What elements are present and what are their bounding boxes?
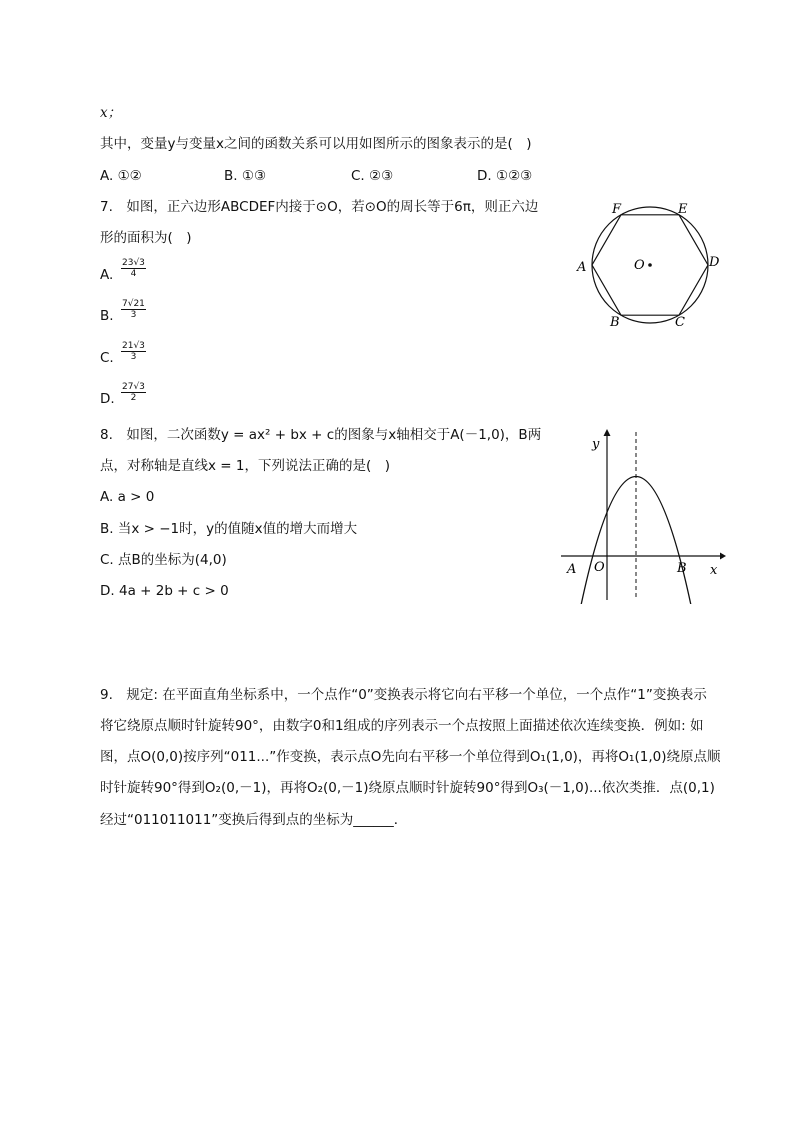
q8-stem-line1: 8. 如图，二次函数y = ax² + bx + c的图象与x轴相交于A(－1,0)，B两 <box>100 427 542 443</box>
q7-option-a-label: A. <box>100 267 114 283</box>
q7-option-b-label: B. <box>100 308 114 324</box>
q7-option-c-den: 3 <box>130 352 137 362</box>
q8-option-b: B. 当x > −1时，y的值随x值的增大而增大 <box>100 521 358 537</box>
q7-stem-line1: 7. 如图，正六边形ABCDEF内接于⊙O，若⊙O的周长等于6π，则正六边 <box>100 199 539 215</box>
q7-option-a-num: 23√3 <box>122 258 145 268</box>
q8-option-a: A. a > 0 <box>100 489 155 505</box>
q7-option-a-fraction <box>121 258 146 279</box>
label-x: x <box>710 563 718 578</box>
q7-option-a-den: 4 <box>130 269 137 279</box>
label-b: B <box>610 315 620 330</box>
q8-option-c: C. 点B的坐标为(4,0) <box>100 552 227 568</box>
q9-stem-line5: 经过“011011011”变换后得到点的坐标为______． <box>100 812 408 828</box>
q7-option-d-den: 2 <box>130 393 137 403</box>
q7-option-b-den: 3 <box>130 310 137 320</box>
q7-option-d-label: D. <box>100 391 115 407</box>
prev-option-c: C. ②③ <box>351 168 394 184</box>
q9-stem-line1: 9. 规定: 在平面直角坐标系中，一个点作“0”变换表示将它向右平移一个单位，一个点作“1”变换表示 <box>100 687 707 703</box>
label-a: A <box>577 260 587 275</box>
label-origin: O <box>594 560 605 575</box>
q9-stem-line2: 将它绕原点顺时针旋转90°，由数字0和1组成的序列表示一个点按照上面描述依次连续变换．例如: 如 <box>100 718 704 734</box>
q7-option-b-num: 7√21 <box>122 299 145 309</box>
q7-option-c-label: C. <box>100 350 114 366</box>
prev-question-line: 其中，变量y与变量x之间的函数关系可以用如图所示的图象表示的是( ) <box>100 136 532 152</box>
prev-option-a: A. ①② <box>100 168 142 184</box>
q7-option-c-num: 21√3 <box>122 341 145 351</box>
q8-option-d: D. 4a + 2b + c > 0 <box>100 583 229 599</box>
parabola-figure <box>558 424 728 604</box>
label-a-point: A <box>567 562 577 577</box>
prev-fragment: x； <box>100 105 122 121</box>
prev-option-d: D. ①②③ <box>477 168 533 184</box>
q8-stem-line2: 点，对称轴是直线x = 1，下列说法正确的是( ) <box>100 458 391 474</box>
q7-option-b-fraction <box>121 299 146 320</box>
q7-stem-line2: 形的面积为( ) <box>100 230 192 246</box>
q9-stem-line4: 时针旋转90°得到O₂(0,－1)，再将O₂(0,－1)绕原点顺时针旋转90°得到O₃(－1,0)...依次类推．点(0,1) <box>100 780 715 796</box>
center-point-o <box>648 263 652 267</box>
q7-option-c-fraction <box>121 341 146 362</box>
label-e: E <box>678 202 688 217</box>
label-d: D <box>709 255 720 270</box>
label-f: F <box>612 202 622 217</box>
q7-option-d-num: 27√3 <box>122 382 145 392</box>
label-b-point: B <box>677 561 687 576</box>
prev-option-b: B. ①③ <box>224 168 267 184</box>
x-axis-arrow <box>720 553 726 560</box>
hexagon-figure <box>570 196 730 336</box>
label-o: O <box>634 258 645 273</box>
label-y: y <box>592 437 600 452</box>
q7-option-d-fraction <box>121 382 146 403</box>
y-axis-arrow <box>604 429 611 436</box>
q9-stem-line3: 图，点O(0,0)按序列“011...”作变换，表示点O先向右平移一个单位得到O₁(1,0)，再将O₁(1,0)绕原点顺 <box>100 749 721 765</box>
label-c: C <box>675 315 685 330</box>
